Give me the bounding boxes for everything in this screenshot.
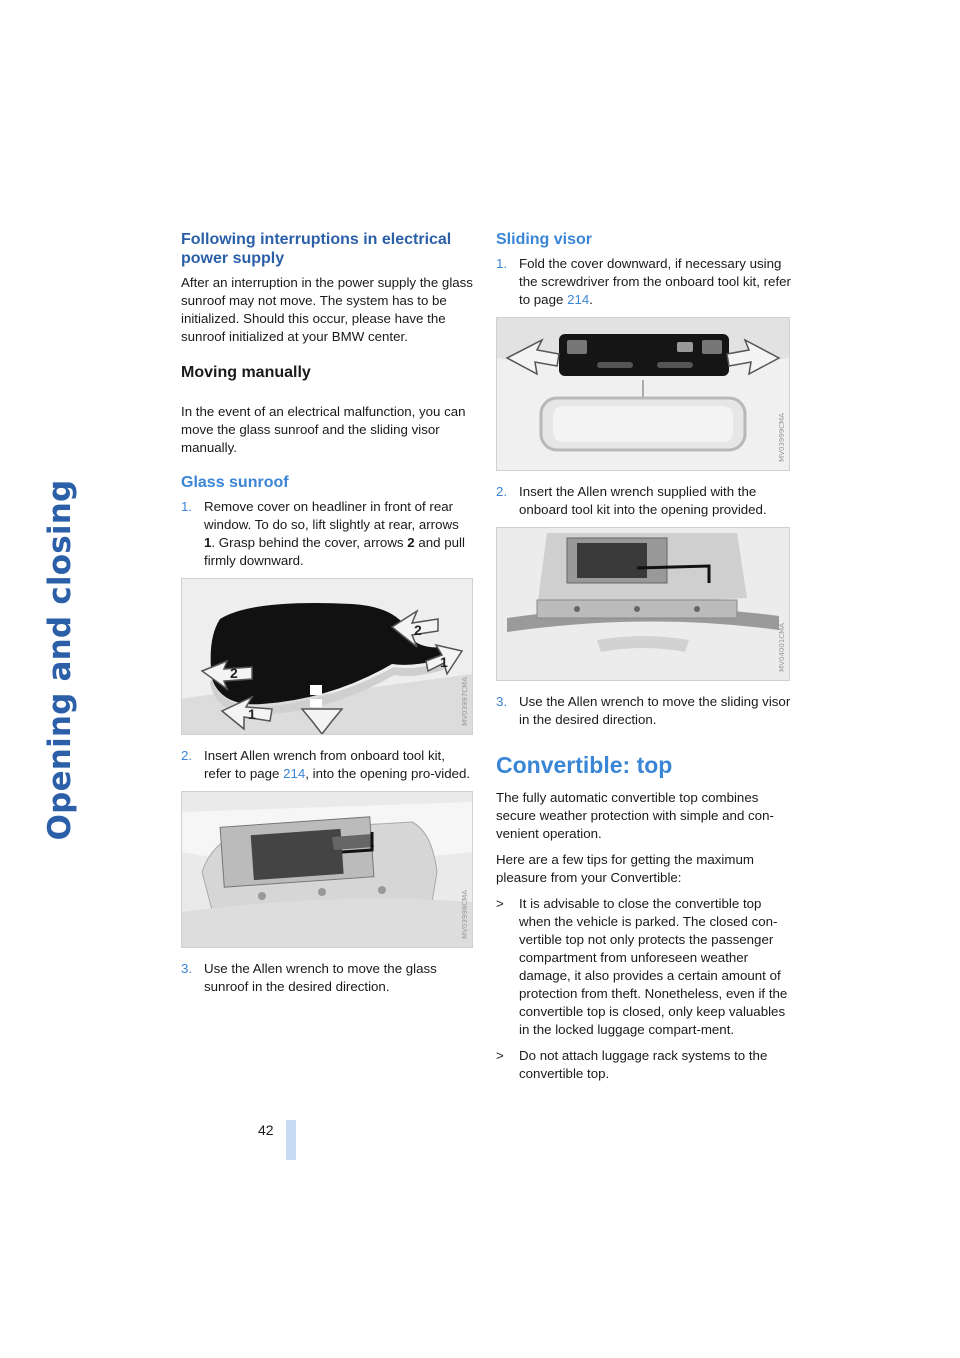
step-text: Remove cover on headliner in front of rear window. To do so, lift slightly at rear, arrows [204, 499, 459, 533]
visor-step-2 [496, 483, 796, 519]
arrow-label: 1 [248, 706, 256, 723]
visor-cover-illustration [497, 318, 789, 470]
step-number: 3. [181, 961, 193, 977]
moving-manually-text: In the event of an electrical malfunction, you can move the glass sunroof and the sliding visor manually. [181, 404, 466, 456]
step-text: , into the opening pro-vided. [305, 766, 471, 782]
figure-allen-wrench-sunroof [181, 791, 473, 948]
arrow-label: 2 [414, 622, 422, 639]
convertible-tips-intro: Here are a few tips for getting the maximum pleasure from your Convertible: [496, 852, 754, 885]
headliner-cover-illustration [182, 579, 472, 734]
convertible-tip [496, 1047, 796, 1083]
figure-code: MV04001CMA [778, 623, 786, 672]
power-interruption-text: After an interruption in the power supply the glass sunroof may not move. The system has to be initialized. Should this occur, please have the sunroof initialized at your BMW center. [181, 275, 473, 344]
left-column [181, 230, 473, 1004]
step-text: Insert Allen wrench from onboard tool kit, refer to page [204, 748, 445, 782]
right-column [496, 230, 796, 1091]
page-number: 42 [258, 1122, 274, 1138]
step-text: . [589, 292, 593, 307]
heading-power-interruption: Following interruptions in electrical power supply [181, 231, 452, 267]
visor-step-3 [496, 693, 796, 729]
heading-moving-manually: Moving manually [181, 364, 311, 381]
step-number: 2. [181, 748, 193, 764]
heading-convertible-top: Convertible: top [496, 752, 673, 778]
step-number: 2. [496, 484, 508, 499]
figure-code: MV03997CMA [461, 677, 469, 727]
sunroof-step-3 [181, 960, 473, 996]
visor-step-1 [496, 255, 796, 309]
page-marker-bar [286, 1120, 296, 1160]
step-arrow-ref: 2 [407, 535, 415, 551]
step-text: Use the Allen wrench to move the sliding visor in the desired direction. [519, 694, 791, 727]
heading-glass-sunroof: Glass sunroof [181, 474, 289, 492]
arrow-label: 1 [440, 654, 448, 671]
step-text: Use the Allen wrench to move the glass sunroof in the desired direction. [204, 961, 437, 995]
figure-visor-cover [496, 317, 790, 471]
allen-wrench-sunroof-illustration [182, 792, 472, 947]
step-arrow-ref: 1 [204, 535, 212, 551]
step-number: 1. [181, 499, 193, 515]
page-link-214[interactable]: 214 [567, 292, 590, 307]
bullet-mark: > [496, 1048, 504, 1063]
heading-sliding-visor: Sliding visor [496, 231, 593, 248]
page-link-214[interactable]: 214 [283, 766, 306, 782]
step-text: and pull firmly downward. [204, 535, 465, 569]
sunroof-step-2 [181, 747, 473, 783]
step-number: 3. [496, 694, 508, 709]
arrow-label: 2 [230, 665, 238, 682]
allen-wrench-visor-illustration [497, 528, 789, 680]
figure-allen-wrench-visor [496, 527, 790, 681]
convertible-intro: The fully automatic convertible top combines secure weather protection with simple and con-venient operation. [496, 790, 774, 841]
step-text: Insert the Allen wrench supplied with the onboard tool kit into the opening provided. [519, 484, 767, 517]
step-text: . Grasp behind the cover, arrows [211, 535, 408, 551]
convertible-tip [496, 895, 796, 1039]
bullet-mark: > [496, 896, 504, 911]
step-number: 1. [496, 256, 508, 271]
step-text: Fold the cover downward, if necessary using the screwdriver from the onboard tool kit, refer to page [519, 256, 791, 307]
chapter-title: Opening and closing [42, 479, 78, 841]
sunroof-step-1 [181, 498, 473, 570]
tip-text: It is advisable to close the convertible top when the vehicle is parked. The closed con-vertible top not only protects the passenger compartment from unforeseen weather damage, it also provides a certain amount of protection from theft. Nonetheless, even if the convertible top is closed, only keep valuables in the locked luggage compart-ment. [519, 896, 788, 1037]
figure-headliner-cover [181, 578, 473, 735]
figure-code: MV03998CMA [461, 890, 469, 940]
figure-code: MV03999CMA [778, 413, 786, 462]
tip-text: Do not attach luggage rack systems to the convertible top. [519, 1048, 768, 1081]
